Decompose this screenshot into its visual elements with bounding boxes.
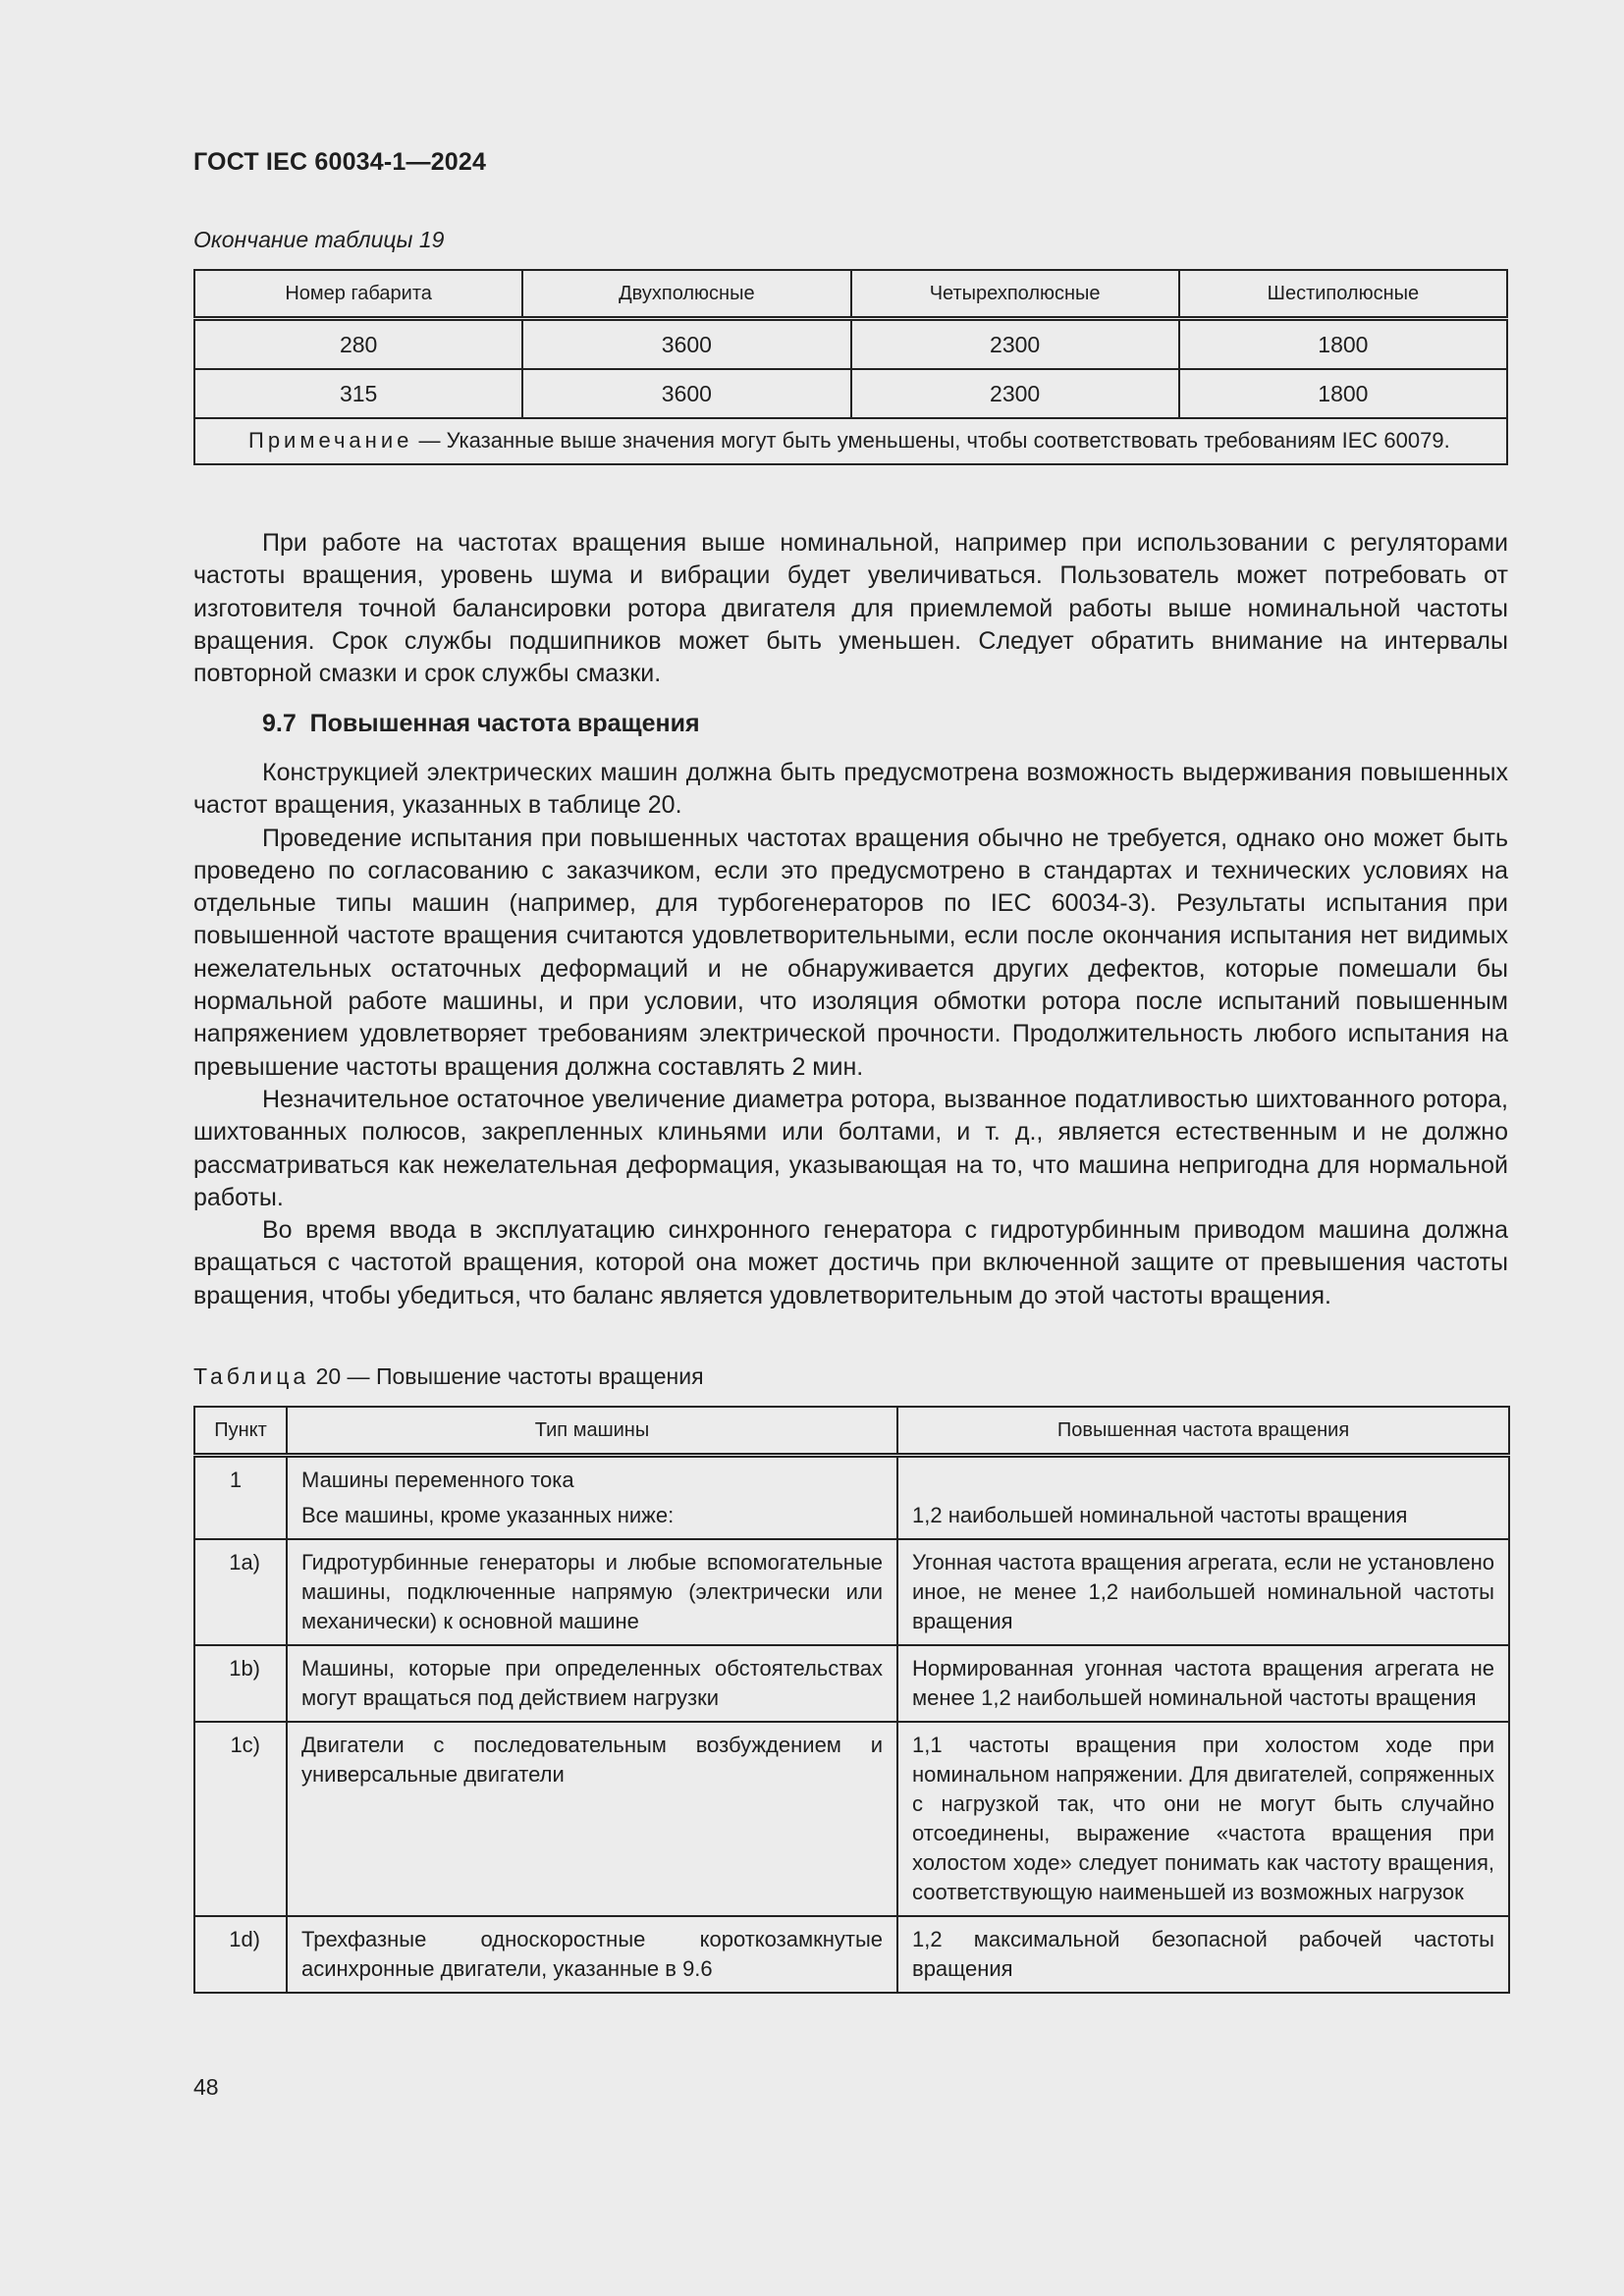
table-cell: 1800 [1179,369,1507,418]
table19-header-cell: Шестиполюсные [1179,270,1507,319]
table-row [194,1645,1509,1722]
paragraph: Во время ввода в эксплуатацию синхронного генератора с гидротурбинным приводом машина должна вращаться с частотой вращения, которой она может достичь при включенной защите от превышения частоты вращения, чтобы убедиться, что баланс является удовлетворительным до этой частоты вращения. [193,1216,1508,1309]
table20-caption-text: 20 — Повышение частоты вращения [309,1363,704,1389]
table-19 [193,269,1508,465]
table-row [194,1456,1509,1540]
section-body [193,757,1508,1312]
table-row [194,369,1507,418]
table-cell-speed: 1,1 частоты вращения при холостом ходе при номинальном напряжении. Для двигателей, сопряженных с нагрузкой так, что они не могут быть случайно отсоединены, выражение «частота вращения при холостом ходе» следует понимать как частоту вращения, соответствующую наименьшей из возможных нагрузок [897,1722,1509,1916]
table-cell-speed: 1,2 максимальной безопасной рабочей частоты вращения [897,1916,1509,1993]
table-cell-type [287,1456,897,1540]
table19-header-cell: Номер габарита [194,270,522,319]
type-line: Все машины, кроме указанных ниже: [301,1503,675,1527]
paragraph: Незначительное остаточное увеличение диаметра ротора, вызванное податливостью шихтованного ротора, шихтованных полюсов, закрепленных клиньями или болтами, и т. д., является естественным и не должно рассматриваться как нежелательная деформация, указывающая на то, что машина непригодна для нормальной работы. [193,1085,1508,1211]
table20-caption-label: Таблица [193,1363,310,1389]
table-row [194,1539,1509,1645]
note-label: Примечание [248,428,413,453]
table-cell-point: 1 [194,1456,287,1540]
table-cell: 2300 [851,319,1179,370]
paragraph: При работе на частотах вращения выше номинальной, например при использовании с регуляторами частоты вращения, уровень шума и вибрации будет увеличиваться. Пользователь может потребовать от изготовителя точной балансировки ротора двигателя для приемлемой работы выше номинальной частоты вращения. Срок службы подшипников может быть уменьшен. Следует обратить внимание на интервалы повторной смазки и срок службы смазки. [193,529,1508,688]
table20-header-cell: Повышенная частота вращения [897,1407,1509,1456]
table-cell: 2300 [851,369,1179,418]
paragraph-overspeed-operation [193,527,1508,690]
table-cell: 280 [194,319,522,370]
paragraph: Проведение испытания при повышенных частотах вращения обычно не требуется, однако оно может быть проведено по согласованию с заказчиком, если это предусмотрено в стандартах и технических условиях на отдельные типы машин (например, для турбогенераторов по IEC 60034-3). Результаты испытания при повышенной частоте вращения считаются удовлетворительными, если после окончания испытания нет видимых нежелательных остаточных деформаций и не обнаруживается других дефектов, которые помешали бы нормальной работе машины, и при условии, что изоляция обмотки ротора после испытаний повышенным напряжением удовлетворяет требованиям электрической прочности. Продолжительность любого испытания на превышение частоты вращения должна составлять 2 мин. [193,824,1508,1081]
table-cell-speed [897,1456,1509,1540]
type-line: Машины переменного тока [301,1468,574,1492]
section-number: 9.7 [262,710,297,737]
table-cell-type: Трехфазные односкоростные короткозамкнутые асинхронные двигатели, указанные в 9.6 [287,1916,897,1993]
table19-header-cell: Четырехполюсные [851,270,1179,319]
table20-header-row [194,1407,1509,1456]
table19-note-row [194,418,1507,464]
table19-note [194,418,1507,464]
table-row [194,1722,1509,1916]
table-cell-speed: Нормированная угонная частота вращения агрегата не менее 1,2 наибольшей номинальной частоты вращения [897,1645,1509,1722]
section-heading [262,710,700,738]
table20-header-cell: Тип машины [287,1407,897,1456]
table20-caption [193,1363,704,1390]
table-cell-type: Двигатели с последовательным возбуждением и универсальные двигатели [287,1722,897,1916]
paragraph: Конструкцией электрических машин должна быть предусмотрена возможность выдерживания повышенных частот вращения, указанных в таблице 20. [193,759,1508,820]
table-cell: 3600 [522,369,850,418]
speed-text: 1,2 наибольшей номинальной частоты вращения [912,1503,1408,1527]
table-cell-point: 1c) [194,1722,287,1916]
table-cell-type: Гидротурбинные генераторы и любые вспомогательные машины, подключенные напрямую (электрически или механически) к основной машине [287,1539,897,1645]
table-cell: 3600 [522,319,850,370]
page-number: 48 [193,2074,219,2100]
table-cell-point: 1b) [194,1645,287,1722]
table-cell: 1800 [1179,319,1507,370]
table19-header-row [194,270,1507,319]
table20-header-cell: Пункт [194,1407,287,1456]
table19-continuation-caption: Окончание таблицы 19 [193,227,445,252]
table-row [194,1916,1509,1993]
note-text: — Указанные выше значения могут быть уменьшены, чтобы соответствовать требованиям IEC 60079. [412,428,1450,453]
section-title: Повышенная частота вращения [309,710,700,737]
table-cell-speed: Угонная частота вращения агрегата, если не установлено иное, не менее 1,2 наибольшей номинальной частоты вращения [897,1539,1509,1645]
table-cell: 315 [194,369,522,418]
table-cell-point: 1d) [194,1916,287,1993]
table-20 [193,1406,1510,1994]
table-row [194,319,1507,370]
table19-header-cell: Двухполюсные [522,270,850,319]
table-cell-type: Машины, которые при определенных обстоятельствах могут вращаться под действием нагрузки [287,1645,897,1722]
table-cell-point: 1a) [194,1539,287,1645]
standard-header: ГОСТ IEC 60034-1—2024 [193,148,487,176]
